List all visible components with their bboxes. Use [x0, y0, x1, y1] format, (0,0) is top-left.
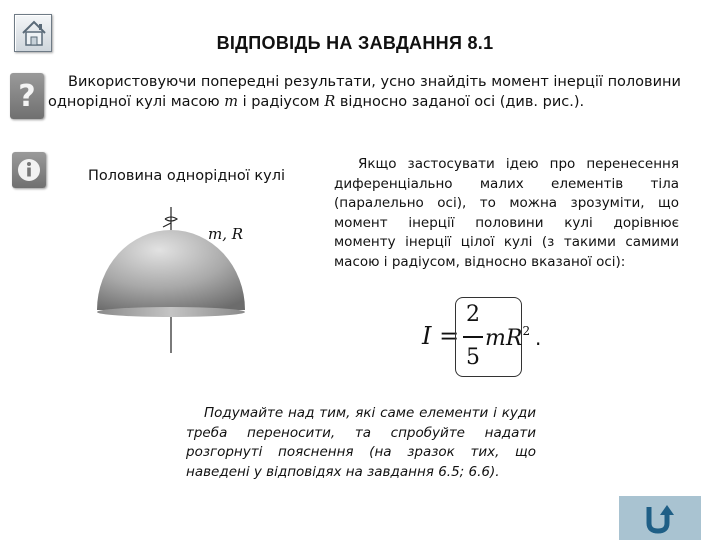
formula-mr [485, 324, 530, 351]
figure-caption: Половина однорідної кулі [88, 168, 285, 184]
task-text-1: Використовуючи попередні результати, усно знайдіть момент інерції половини однорідної кулі масою [48, 74, 681, 110]
task-statement [48, 72, 688, 112]
task-radius-symbol: R [324, 94, 336, 110]
formula-mr-text: mR [485, 326, 523, 351]
formula-period: . [535, 326, 542, 350]
formula-denominator: 5 [466, 345, 480, 370]
formula-lhs: I = [422, 322, 460, 350]
formula-exponent: 2 [522, 324, 531, 338]
hemisphere-base [97, 307, 245, 317]
page-title: ВІДПОВІДЬ НА ЗАВДАННЯ 8.1 [216, 33, 494, 53]
return-button[interactable] [619, 496, 701, 540]
return-arrow-icon [643, 501, 677, 535]
question-icon: ? [10, 73, 44, 119]
explanation-text: Якщо застосувати ідею про перенесення диференціально малих елементів тіла (паралельно осі), то можна зрозуміти, що момент інерції половини кулі дорівнює моменту інерції цілої кулі (з такими самими масою і радіусом, відносно вказаної осі): [334, 156, 679, 270]
mass-radius-label: m, R [208, 225, 244, 243]
hint-text: Подумайте над тим, які саме елементи і куди треба переносити, та спробуйте надати розгорнуті пояснення (на зразок тих, що наведені у відповідях на завдання 6.5; 6.6). [186, 405, 536, 480]
formula-numerator: 2 [466, 302, 480, 327]
task-mass-symbol: m [224, 94, 238, 110]
hemisphere-figure [95, 195, 255, 355]
task-text-2: і радіусом [237, 94, 325, 110]
task-text-3: відносно заданої осі (див. рис.). [335, 94, 585, 110]
info-icon [12, 152, 46, 188]
fraction-bar [463, 336, 483, 338]
